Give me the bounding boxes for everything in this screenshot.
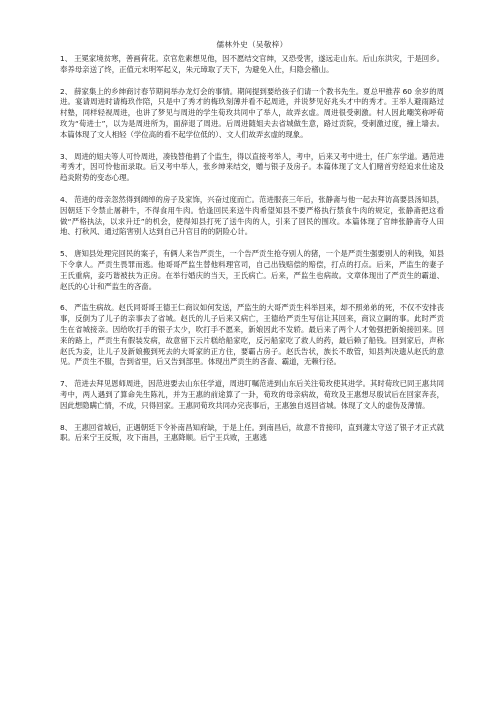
paragraph (60, 303, 444, 368)
paragraph (60, 423, 444, 445)
paragraph (60, 195, 444, 238)
paragraph-number: 1、 (60, 54, 73, 63)
paragraph (60, 152, 444, 184)
paragraph-number: 6、 (60, 303, 73, 313)
paragraph-text: 唐知县处理完回民的案子，有俩人来告严贡生，一个告严贡生抢夺别人的猪，一个是严贡生强要别人的利钱，知县下令拿人。严贡生畏罪而逃。他哥哥严监生替他料理官司，自己出钱赔偿的赔偿，打点的打点。后来，严监生的妻子王氏重病，妾巧谐被扶为正房。在举行婚庆的当天，王氏病亡。后来，严监生也病故。文章体现出了严贡生的霸道、赵氏的心计和严监生的吝啬。 (60, 249, 444, 291)
paragraph-text: 王冕家境贫寒，善画荷花。京官危素想见他，因不愿结交官绅，又恐受害，遂远走山东。后山东洪灾，于是回乡。奉养母亲送了终，正值元末明军起义，朱元璋取了天下，为避免入仕，归隐会稽山。 (60, 54, 444, 74)
paragraph-number: 7、 (60, 379, 73, 389)
paragraph-number: 8、 (60, 422, 73, 432)
paragraph (60, 249, 444, 292)
document-title: 儒林外史（吴敬梓） (216, 40, 288, 49)
paragraph-text: 周进的姐夫等人可怜周进，凑钱替他捐了个监生，得以直接考举人，考中，后来又考中进士，任广东学道。遇范进考秀才，因可怜他而录取。后又考中举人，张乡绅来结交，赠与银子及房子。本篇体现了文人们赌首穷经追求仕途及趋炎附势的变态心理。 (60, 151, 444, 183)
paragraph (60, 379, 444, 411)
paragraph-text: 薛家集上的乡绅商讨春节期间举办龙灯会的事情。期间提到要给孩子们请一个教书先生。夏总甲推荐 60 余岁的周进。宴请周进时请梅玖作陪，只是中了秀才的梅玖刻薄并看不起周进，并说梦见好兆头才中的秀才。王举人避雨路过村塾，同样轻视周进，也讲了梦见与周进的学生荀玫共同中了举人，故弄玄虚。周进很受刺激。村人因此嘲笑称呼荀玫为“荀进士”，以为是周进所为，面辞退了周进。后周进随姐夫去省城做生意，路过贡院，受刺激过度，撞上墙去。本篇体现了文人相轻（学位高的看不起学位低的）、文人们故弄玄虚的现象。 (60, 86, 445, 139)
paragraph-number: 2、 (60, 86, 73, 96)
paragraph-number: 4、 (60, 194, 73, 204)
paragraph-number: 3、 (60, 151, 73, 161)
paragraph-text: 范进去拜见恩师周进，因范进要去山东任学道，周进叮嘱范进到山东后关注荀玫使其进学。其时荀玫已同王惠共同考中，两人遇到了算命先生陈礼，并为王惠的前途算了一卦，荀玫的母亲病故，荀玫及王惠想尽殷试后在回家奔丧，因此想隐瞒亡情，不成，只得回家。王惠同荀玫共同办完丧事后，王惠独自返回省城。体现了文人的虚伪及薄情。 (60, 379, 444, 410)
paragraph (60, 87, 444, 141)
paragraph-text: 王惠回省城后，正遇朝廷下令补南昌知府缺，于是上任。到南昌后，故意不肯接印，直到蘧太守送了银子才正式就职。后来宁王反叛，攻下南昌，王惠降顺。后宁王兵败，王惠逃 (60, 422, 444, 443)
paragraph (60, 54, 444, 76)
paragraph-number: 5、 (60, 249, 73, 259)
paragraph-text: 范进的母亲忽然得到阔绰的房子及家饰，兴奋过度而亡。范进服丧三年后，张静斋与他一起去拜访高要县汤知县，因朝廷下令禁止屠耕牛，不得食用牛肉。恰逢回民来送牛肉希望知县不要严格执行禁食牛肉的规定，张静斋把这看做“严格执法，以求升迁”的机会，使得知县打死了送牛肉的人，引来了回民的围攻。本篇体现了官绅张静斋夺人田地、打秋风、通过陷害别人达到自己升官目的的阴险心计。 (60, 194, 444, 237)
paragraph-text: 严监生病故。赵氏同哥哥王德王仁商议如何发送，严监生的大哥严贡生科举回来，却不照弟弟的死，不仅不安排丧事，反倒为了儿子的亲事去了省城。赵氏的儿子后来又病亡，王德给严贡生写信让其回来，商议立嗣的事。此时严贡生在省城接亲。因给吹打手的银子太少，吹打手不愿来，新娘因此不发轿。最后来了两个人才勉强把新娘接回来。回来的路上，严贡生有假装发病，故意留下云片糕给船家吃，反污船家吃了救人的药，最后赖了船钱。回到家后，声称赵氏为妾，让儿子及新娘搬到死去的大哥家的正方住，要霸占房子。赵氏告状，族长不敢管，知县判决遗从赵氏的意见。严贡生不服，告到省里，后又告到部里。体现出严贡生的吝啬、霸道，无赖行径。 (60, 303, 444, 367)
